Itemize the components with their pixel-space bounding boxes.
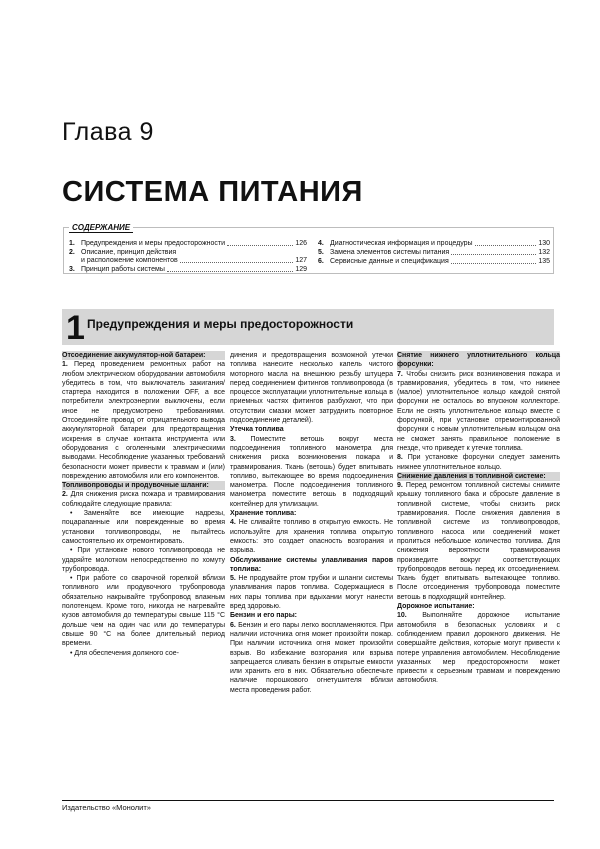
chapter-label: Глава 9 <box>62 118 154 146</box>
bullet-item: • При установке нового топливопровода не ударяйте молотком непосредственно по хомуту трубопровода. <box>62 547 225 573</box>
subsection-heading: Дорожное испытание: <box>397 603 475 611</box>
text-column-1 <box>62 351 225 658</box>
toc-leader <box>227 245 293 246</box>
paragraph-number: 2. <box>62 491 68 499</box>
subsection-heading: Топливопроводы и продувочные шланги: <box>62 481 225 490</box>
text-column-2 <box>230 351 393 695</box>
toc-left-column <box>69 240 307 275</box>
paragraph <box>397 370 560 454</box>
paragraph-number: 7. <box>397 370 403 378</box>
paragraph <box>62 360 225 481</box>
section-title: Предупреждения и меры предосторожности <box>87 317 354 331</box>
bullet-item: • Для обеспечения должного сое- <box>70 649 179 657</box>
subsection-heading: Обслуживание системы улавливания паров топлива: <box>230 556 393 573</box>
toc-item[interactable] <box>318 240 550 248</box>
toc-item-number: 6. <box>318 258 324 265</box>
subsection-heading: Отсоединение аккумулятор-ной батареи: <box>62 351 225 360</box>
paragraph <box>230 518 393 555</box>
paragraph <box>397 481 560 602</box>
toc-leader <box>180 262 294 263</box>
paragraph-number: 8. <box>397 454 403 462</box>
page-title: СИСТЕМА ПИТАНИЯ <box>62 176 363 208</box>
paragraph-number: 6. <box>230 621 236 629</box>
paragraph-text: Не продувайте ртом трубки и шланги системы улавливания паров топлива. Содержащиеся в них пары топлива при вдыхании могут нанести вред здоровью. <box>230 575 393 611</box>
toc-item-number: 4. <box>318 240 324 247</box>
paragraph-text: Перед проведением ремонтных работ на любом электрическом оборудовании автомобиля убедитесь в том, что выключатель зажигания/стартера находится в положении OFF, а все потребители электроэнергии выключены, если иное не предусмотрено требованиями. Отсоединяйте провод от отрицательного вывода аккумуляторной батареи для предотвращения искрения в случае контакта инструмента или оборудования с оголенными электрическими выводами. Несоблюдение указанных требований безопасности может привести к травмам и (или) повреждению автомобиля или его компонентов. <box>62 361 226 480</box>
paragraph-number: 5. <box>230 575 236 583</box>
toc-item-number: 1. <box>69 240 75 247</box>
toc-item[interactable] <box>318 258 550 266</box>
toc-heading: СОДЕРЖАНИЕ <box>69 223 133 233</box>
toc-item-text: Описание, принцип действия <box>81 249 177 256</box>
toc-item-continuation[interactable] <box>69 257 307 265</box>
toc-item[interactable] <box>69 266 307 274</box>
paragraph-text: Поместите ветошь вокруг места подсоединения топливного манометра для снижения риска возникновения пожара и травмирования. Ткань (ветошь) будет впитывать топливо, вытекающее во время подсоединения манометра. После подсоединения топливного манометра поместите ветошь в подходящий контейнер для утилизации. <box>230 435 393 508</box>
paragraph-number: 10. <box>397 612 407 620</box>
toc-item-page: 130 <box>538 240 550 247</box>
toc-item-text: Сервисные данные и спецификация <box>330 258 449 265</box>
toc-leader <box>451 263 537 264</box>
section-number: 1 <box>66 309 85 347</box>
toc-item-page: 132 <box>538 249 550 256</box>
toc-item-text: Замена элементов системы питания <box>330 249 450 256</box>
toc-item-text: Диагностическая информация и процедуры <box>330 240 473 247</box>
bullet-item: • Заменяйте все имеющие надрезы, поцарапанные или поврежденные во время установки топливопроводы, не пытайтесь самостоятельно их отремонтировать. <box>62 510 225 545</box>
subsection-heading: Утечка топлива <box>230 426 284 434</box>
toc-item[interactable] <box>318 249 550 257</box>
paragraph-number: 1. <box>62 361 68 369</box>
toc-item-number: 5. <box>318 249 324 256</box>
paragraph <box>397 453 560 472</box>
toc-item[interactable] <box>69 249 307 257</box>
paragraph-text: Выполняйте дорожное испытание автомобиля в безопасных условиях и с соблюдением правил дорожного движения. Не совершайте действия, которые могут привести к потере управления автомобилем. Несоблюдение указанных мер предосторожности может привести к серьезным травмам и повреждению автомобиля. <box>397 612 561 685</box>
toc-item-number: 3. <box>69 266 75 273</box>
footer-divider <box>62 800 554 801</box>
paragraph-text: Не сливайте топливо в открытую емкость. Не используйте для хранения топлива открытую емкость: это создает опасность возгорания и взрыва. <box>230 519 393 555</box>
table-of-contents <box>63 223 554 274</box>
footer-publisher: Издательство «Монолит» <box>62 803 151 812</box>
paragraph-text: Для снижения риска пожара и травмирования соблюдайте следующие правила: <box>62 491 225 508</box>
toc-item[interactable] <box>69 240 307 248</box>
toc-item-number: 2. <box>69 249 75 256</box>
toc-leader <box>451 254 536 255</box>
paragraph <box>62 490 225 509</box>
toc-item-text: и расположение компонентов <box>81 257 178 264</box>
paragraph-number: 3. <box>230 435 236 443</box>
paragraph-text: При установке форсунки следует заменить нижнее уплотнительное кольцо. <box>397 454 560 471</box>
paragraph-text: Перед ремонтом топливной системы снимите крышку топливного бака и сбросьте давление в топливной системе, чтобы снизить риск травмирования. После снижения давления в топливной системе из топливопроводов, топливного насоса или соединений может пролиться небольшое количество топлива. Для снижения вероятности травмирования произведите вокруг соответствующих трубопроводов ветошь перед их отсоединением. Ткань будет впитывать вытекающее топливо. После отсоединения трубопровода поместите ветошь в подходящий контейнер. <box>397 482 560 601</box>
paragraph-text: Бензин и его пары легко воспламеняются. При наличии источника огня может произойти пожар. При наличии источника огня может произойти взрыв. Во избежание возгорания или взрыва запрещается сливать бензин в открытые емкости или хранить его в них. Обязательно обеспечьте наличие порошкового огнетушителя вблизи места проведения работ. <box>230 621 394 694</box>
paragraph <box>230 574 393 611</box>
toc-leader <box>167 271 293 272</box>
paragraph: динения и предотвращения возможной утечки топлива нанесите несколько капель чистого моторного масла на внешнюю резьбу штуцера перед соединением фитингов топливопровода (в процессе эксплуатации уплотнительные кольца в приемных частях фитингов разбухают, что при отсутствии смазки может затруднить повторное подсоединение деталей). <box>230 352 393 425</box>
toc-item-page: 127 <box>295 257 307 264</box>
paragraph <box>230 435 393 509</box>
paragraph-number: 4. <box>230 519 236 527</box>
text-column-3 <box>397 351 560 686</box>
toc-leader <box>475 245 537 246</box>
toc-item-text: Принцип работы системы <box>81 266 165 273</box>
subsection-heading: Бензин и его пары: <box>230 612 297 620</box>
toc-item-text: Предупреждения и меры предосторожности <box>81 240 226 247</box>
toc-item-page: 126 <box>295 240 307 247</box>
subsection-heading: Хранение топлива: <box>230 510 297 518</box>
subsection-heading: Снятие нижнего уплотнительного кольца форсунки: <box>397 352 560 369</box>
toc-item-page: 129 <box>295 266 307 273</box>
subsection-heading: Снижение давления в топливной системе: <box>397 472 560 481</box>
paragraph <box>230 621 393 695</box>
toc-item-page: 135 <box>538 258 550 265</box>
paragraph-text: Чтобы снизить риск возникновения пожара и травмирования, убедитесь в том, что нижнее (малое) уплотнительное кольцо каждой снятой форсунки не осталось во впускном коллекторе. Если не снять уплотнительное кольцо вместе с форсункой, при установке отремонтированной форсунки с новым уплотнительным кольцом она не сможет занять правильное положение в гнезде, что приведет к утечке топлива. <box>397 370 560 452</box>
bullet-item: • При работе со сварочной горелкой вблизи топливного или продувочного трубопровода обязательно накрывайте трубопровод влажным полотенцем. Кроме того, никогда не нагревайте кузов автомобиля до температуры свыше 115 °С дольше чем на один час или до температуры свыше 90 °С на более длительный период времени. <box>62 575 225 648</box>
toc-right-column <box>318 240 550 267</box>
paragraph <box>397 611 560 685</box>
paragraph-number: 9. <box>397 482 403 490</box>
